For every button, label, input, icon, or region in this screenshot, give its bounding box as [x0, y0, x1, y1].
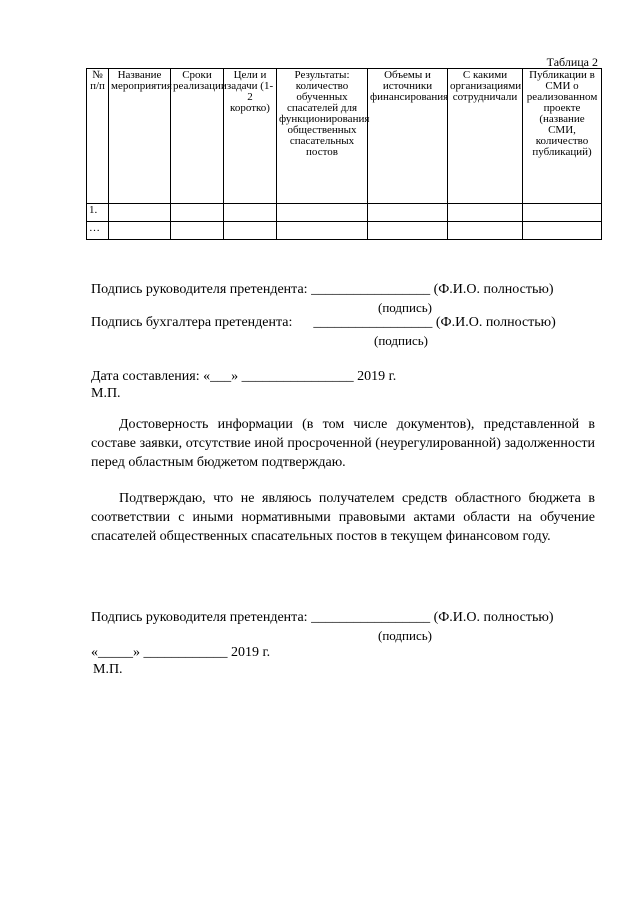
table-cell: 1.: [87, 204, 109, 222]
header-deadlines: Сроки реализации: [171, 69, 224, 204]
table-cell: [523, 204, 602, 222]
table-caption: Таблица 2: [546, 55, 598, 69]
stamp-mark: М.П.: [91, 386, 121, 401]
table-cell: [523, 222, 602, 240]
confirmation-paragraph-1: Достоверность информации (в том числе документов), представленной в составе заявки, отсутствие иной просроченной (неурегулированной) задолженности перед областным бюджетом подтверждаю.: [91, 417, 595, 470]
table-cell: [368, 222, 448, 240]
report-table: [86, 68, 602, 240]
date-line-2: «_____» ____________ 2019 г.: [91, 645, 271, 660]
table-cell: [448, 222, 523, 240]
accountant-signature-sub: (подпись): [374, 333, 428, 348]
head-fio-note-2: (Ф.И.О. полностью): [433, 610, 554, 625]
accountant-fio-note: (Ф.И.О. полностью): [435, 315, 556, 330]
table-cell: [448, 204, 523, 222]
header-publications: Публикации в СМИ о реализованном проекте (название СМИ, количество публикаций): [523, 69, 602, 204]
accountant-signature-blank: _________________: [313, 315, 433, 330]
table-cell: [277, 204, 368, 222]
head-signature-sub: (подпись): [378, 300, 432, 315]
head-signature-sub-2: (подпись): [378, 628, 432, 643]
date-line: Дата составления: «___» ________________ 2019 г.: [91, 369, 397, 384]
head-signature-label-2: Подпись руководителя претендента:: [91, 610, 308, 625]
accountant-signature-label: Подпись бухгалтера претендента:: [91, 315, 293, 330]
table-cell: [224, 204, 277, 222]
head-fio-note: (Ф.И.О. полностью): [433, 282, 554, 297]
head-signature-line-2: [91, 610, 553, 626]
stamp-mark-2: М.П.: [93, 662, 123, 677]
confirmation-paragraph-2: Подтверждаю, что не являюсь получателем средств областного бюджета в соответствии с иными нормативными правовыми актами области на обучение спасателей общественных спасательных постов в текущем финансовом году.: [91, 491, 595, 544]
table-cell: [171, 222, 224, 240]
table-cell: [171, 204, 224, 222]
head-signature-blank: _________________: [311, 282, 431, 297]
head-signature-line: [91, 282, 553, 298]
header-number: № п/п: [87, 69, 109, 204]
header-event-name: Название мероприятия: [109, 69, 171, 204]
header-goals: Цели и задачи (1-2 коротко): [224, 69, 277, 204]
header-results: Результаты: количество обученных спасателей для функционирования общественных спасательных постов: [277, 69, 368, 204]
head-signature-blank-2: _________________: [311, 610, 431, 625]
table-row: [87, 222, 602, 240]
table-cell: …: [87, 222, 109, 240]
table-cell: [277, 222, 368, 240]
accountant-signature-line: [91, 315, 556, 331]
table-cell: [109, 204, 171, 222]
head-signature-label: Подпись руководителя претендента:: [91, 282, 308, 297]
header-funding: Объемы и источники финансирования: [368, 69, 448, 204]
table-cell: [224, 222, 277, 240]
table-row: [87, 204, 602, 222]
table-cell: [109, 222, 171, 240]
table-header-row: [87, 69, 602, 204]
header-partners: С какими организациями сотрудничали: [448, 69, 523, 204]
table-cell: [368, 204, 448, 222]
